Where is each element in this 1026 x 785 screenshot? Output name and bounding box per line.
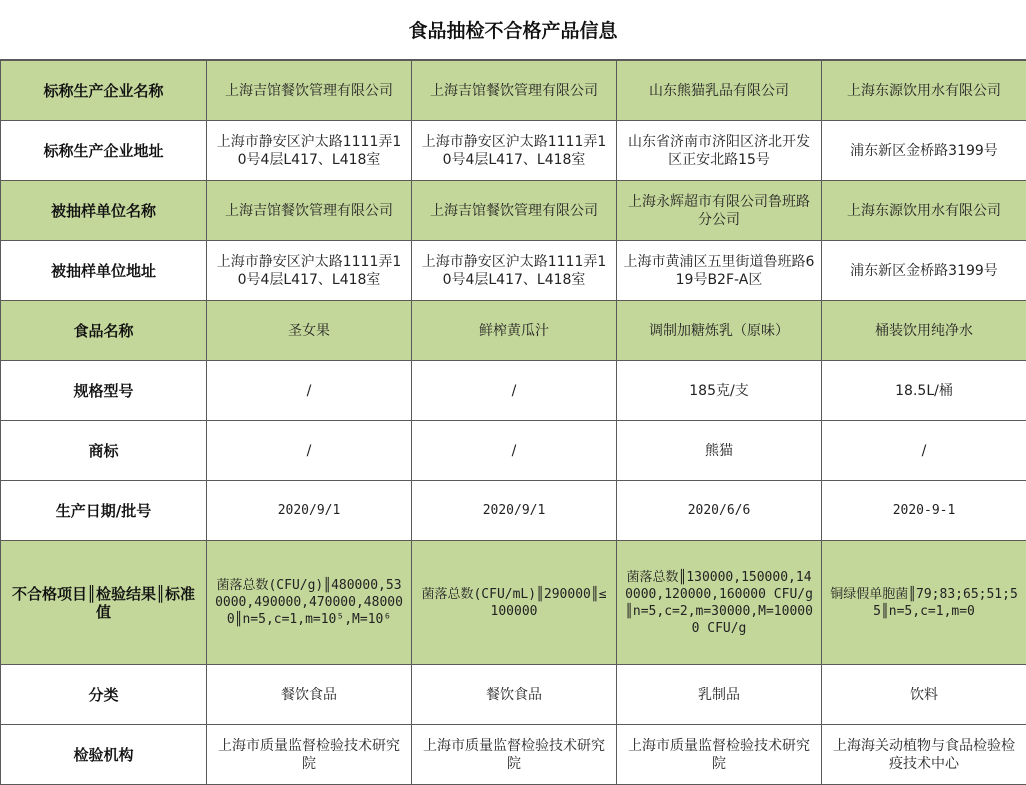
table-cell: 菌落总数(CFU/mL)║290000║≤100000 — [412, 541, 617, 665]
table-cell: 上海吉馆餐饮管理有限公司 — [412, 61, 617, 121]
table-cell: 菌落总数║130000,150000,140000,120000,160000 CFU/g║n=5,c=2,m=30000,M=100000 CFU/g — [617, 541, 822, 665]
table-cell: / — [207, 421, 412, 481]
table-cell: 浦东新区金桥路3199号 — [822, 121, 1026, 181]
row-inspection-agency — [1, 725, 1026, 785]
table-cell: 2020/6/6 — [617, 481, 822, 541]
row-label: 商标 — [1, 421, 207, 481]
table-cell: / — [822, 421, 1026, 481]
table-cell: 上海吉馆餐饮管理有限公司 — [412, 181, 617, 241]
table-cell: 2020-9-1 — [822, 481, 1026, 541]
table-cell: 2020/9/1 — [207, 481, 412, 541]
row-label: 被抽样单位名称 — [1, 181, 207, 241]
table-cell: / — [412, 361, 617, 421]
table-cell: 调制加糖炼乳（原味） — [617, 301, 822, 361]
row-producer-address — [1, 121, 1026, 181]
table-cell: 上海东源饮用水有限公司 — [822, 61, 1026, 121]
table-cell: 餐饮食品 — [207, 665, 412, 725]
table-cell: / — [412, 421, 617, 481]
table-cell: 菌落总数(CFU/g)║480000,530000,490000,470000,480000║n=5,c=1,m=10⁵,M=10⁶ — [207, 541, 412, 665]
table-cell: 山东熊猫乳品有限公司 — [617, 61, 822, 121]
row-label: 检验机构 — [1, 725, 207, 785]
row-trademark — [1, 421, 1026, 481]
table-cell: 上海市质量监督检验技术研究院 — [207, 725, 412, 785]
table-cell: 上海市质量监督检验技术研究院 — [617, 725, 822, 785]
row-food-name — [1, 301, 1026, 361]
table-cell: 18.5L/桶 — [822, 361, 1026, 421]
row-label: 不合格项目║检验结果║标准值 — [1, 541, 207, 665]
row-category — [1, 665, 1026, 725]
page-title: 食品抽检不合格产品信息 — [0, 0, 1026, 60]
table-cell: 上海吉馆餐饮管理有限公司 — [207, 61, 412, 121]
inspection-table — [0, 60, 1026, 785]
row-failed-items — [1, 541, 1026, 665]
row-label: 标称生产企业名称 — [1, 61, 207, 121]
table-cell: 熊猫 — [617, 421, 822, 481]
row-label: 分类 — [1, 665, 207, 725]
table-cell: / — [207, 361, 412, 421]
table-cell: 饮料 — [822, 665, 1026, 725]
table-cell: 185克/支 — [617, 361, 822, 421]
table-cell: 2020/9/1 — [412, 481, 617, 541]
table-cell: 餐饮食品 — [412, 665, 617, 725]
row-sampled-unit-address — [1, 241, 1026, 301]
table-cell: 上海市静安区沪太路1111弄10号4层L417、L418室 — [207, 121, 412, 181]
table-cell: 铜绿假单胞菌║79;83;65;51;55║n=5,c=1,m=0 — [822, 541, 1026, 665]
row-label: 被抽样单位地址 — [1, 241, 207, 301]
row-label: 食品名称 — [1, 301, 207, 361]
table-cell: 浦东新区金桥路3199号 — [822, 241, 1026, 301]
table-cell: 上海海关动植物与食品检验检疫技术中心 — [822, 725, 1026, 785]
table-cell: 上海市黄浦区五里街道鲁班路619号B2F-A区 — [617, 241, 822, 301]
row-label: 规格型号 — [1, 361, 207, 421]
row-sampled-unit-name — [1, 181, 1026, 241]
row-producer-name — [1, 61, 1026, 121]
table-cell: 上海永辉超市有限公司鲁班路分公司 — [617, 181, 822, 241]
row-label: 标称生产企业地址 — [1, 121, 207, 181]
table-cell: 上海市静安区沪太路1111弄10号4层L417、L418室 — [412, 121, 617, 181]
row-spec — [1, 361, 1026, 421]
table-cell: 乳制品 — [617, 665, 822, 725]
table-cell: 桶装饮用纯净水 — [822, 301, 1026, 361]
row-production-date — [1, 481, 1026, 541]
row-label: 生产日期/批号 — [1, 481, 207, 541]
table-cell: 上海东源饮用水有限公司 — [822, 181, 1026, 241]
table-cell: 上海市静安区沪太路1111弄10号4层L417、L418室 — [412, 241, 617, 301]
table-cell: 上海市质量监督检验技术研究院 — [412, 725, 617, 785]
table-cell: 上海市静安区沪太路1111弄10号4层L417、L418室 — [207, 241, 412, 301]
table-cell: 上海吉馆餐饮管理有限公司 — [207, 181, 412, 241]
table-cell: 山东省济南市济阳区济北开发区正安北路15号 — [617, 121, 822, 181]
table-cell: 鲜榨黄瓜汁 — [412, 301, 617, 361]
table-cell: 圣女果 — [207, 301, 412, 361]
